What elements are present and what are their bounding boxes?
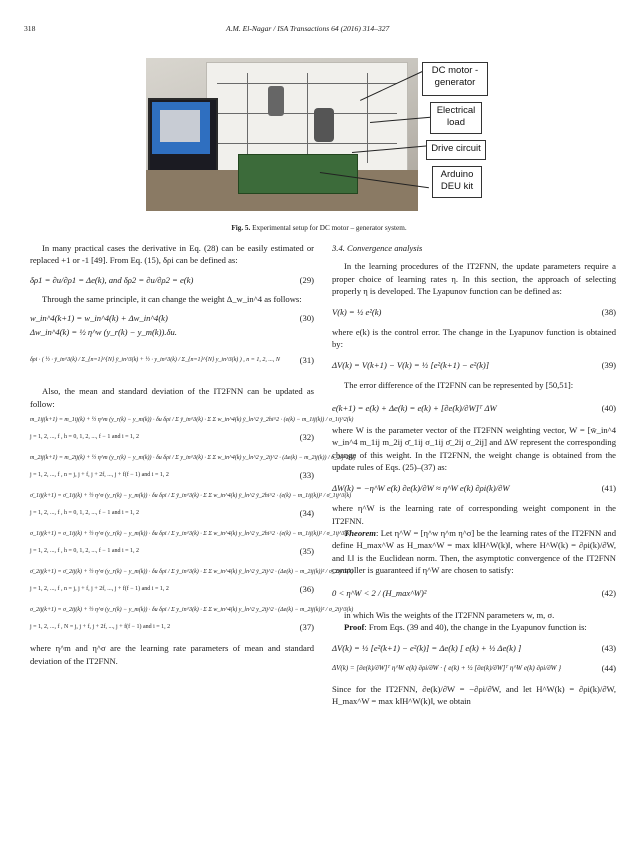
equation-37: σ_2ij(k+1) = σ_2ij(k) + ½ η^σ (y_r(k) − y_m(k)) · δu δρi / Σ y_in^3(k) · Σ Σ w_in^4(k) y_ln^2 y_2ij^2 · (Δe(k) − m_2ij(k))² / σ_2ij^3(k) xyxy=(30,607,354,614)
equation-35-conditions: j = 1, 2, ..., f , h = 0, 1, 2, ..., f − 1 and i = 1, 2 (35) xyxy=(30,546,314,557)
page-number: 318 xyxy=(24,24,36,33)
equation-40: e(k+1) = e(k) + Δe(k) = e(k) + [∂e(k)/∂W]ᵀ ΔW (40) xyxy=(332,402,616,413)
equation-30: w_in^4(k+1) = w_in^4(k) + Δw_in^4(k) (30) xyxy=(30,312,314,323)
theorem-paragraph: Theorem: Let η^W = [η^w η^m η^σ] be the learning rates of the IT2FNN and define H_max^W as H_max^W = max k‖H^W(k)‖, where H^W(k) = ∂ρi(k)/∂W, and ‖.‖ is the Euclidean norm. Then, the asymptotic convergence of the IT2FNN controller is guaranteed if η^W are chosen to satisfy: xyxy=(332,527,616,576)
callout-drive-circuit: Drive circuit xyxy=(426,140,486,160)
section-heading: 3.4. Convergence analysis xyxy=(332,243,423,253)
equation-43: ΔV(k) = ½ [e²(k+1) − e²(k)] = Δe(k) [ e(k) + ½ Δe(k) ] (43) xyxy=(332,642,616,653)
right-paragraph-3: The error difference of the IT2FNN can be represented by [50,51]: xyxy=(344,380,574,391)
theorem-label: Theorem xyxy=(344,527,376,538)
equation-34: σ̄_1ij(k+1) = σ̄_1ij(k) + ½ η^σ (y_r(k) − y_m(k)) · δu δρi / Σ ȳ_in^3(k) · Σ Σ w_in^4(k) ȳ_ln^2 ȳ_2hi^2 · (e(k) − m_1ij(k))² / σ̄_1ij^3(k) xyxy=(30,493,352,500)
equation-30-update: Δw_in^4(k) = ½ η^w (y_r(k) − y_m(k)).δu. xyxy=(30,327,177,338)
generator-shape xyxy=(314,108,334,142)
equation-36: σ̄_2ij(k+1) = σ̄_2ij(k) + ½ η^σ (y_r(k) − y_m(k)) · δu δρi / Σ ȳ_in^3(k) · Σ Σ w_in^4(k) ȳ_ln^2 ȳ_2ij^2 · (Δe(k) − m_2ij(k))² / σ̄_2ij^3(k) xyxy=(30,569,354,576)
left-paragraph-4: where η^m and η^σ are the learning rate parameters of mean and standard deviation of the IT2FNN. xyxy=(30,643,314,666)
left-paragraph-3: Also, the mean and standard deviation of the IT2FNN can be updated as follow: xyxy=(30,386,314,409)
right-column xyxy=(332,242,616,707)
right-paragraph-7: Since for the IT2FNN, ∂e(k)/∂W = −∂ρi/∂W, and let H^W(k) = ∂ρi(k)/∂W, H_max^W = max k‖H^W(k)‖, we obtain xyxy=(332,683,616,706)
callout-dc-motor-generator: DC motor - generator xyxy=(422,62,488,96)
journal-citation: A.M. El-Nagar / ISA Transactions 64 (2016) 314–327 xyxy=(226,24,390,33)
proof-paragraph: Proof: From Eqs. (39 and 40), the change in the Lyapunov function is: xyxy=(344,622,587,633)
equation-29: δρ1 = ∂u/∂ρ1 = Δe(k), and δρ2 = ∂u/∂ρ2 = e(k) (29) xyxy=(30,274,314,285)
equation-44: ΔV(k) = [∂e(k)/∂W]ᵀ η^W e(k) ∂ρi/∂W · { e(k) + ½ [∂e(k)/∂W]ᵀ η^W e(k) ∂ρi/∂W } (44) xyxy=(332,663,616,674)
equation-39: ΔV(k) = V(k+1) − V(k) = ½ [e²(k+1) − e²(k)] (39) xyxy=(332,359,616,370)
equation-41: ΔW(k) = −η^W e(k) ∂e(k)/∂W ≈ η^W e(k) ∂ρi(k)/∂W (41) xyxy=(332,482,616,493)
running-header xyxy=(0,24,638,38)
left-paragraph-2: Through the same principle, it can change the weight Δ_w_in^4 as follows: xyxy=(42,294,302,305)
figure-label: Fig. 5. xyxy=(231,224,251,232)
callout-electrical-load: Electrical load xyxy=(430,102,482,134)
callout-arduino-deu-kit: Arduino DEU kit xyxy=(432,166,482,198)
equation-32-conditions: j = 1, 2, ..., f , h = 0, 1, 2, ..., f − 1 and i = 1, 2 (32) xyxy=(30,432,314,443)
right-paragraph-1: In the learning procedures of the IT2FNN, the update parameters require a proper choice of learning rates η. In this section, the approach of selecting properly η is developed. The Lyapunov function can be defined as: xyxy=(332,261,616,297)
equation-35: σ_1ij(k+1) = σ_1ij(k) + ½ η^σ (y_r(k) − y_m(k)) · δu δρi / Σ y_in^3(k) · Σ Σ w_in^4(k) y_ln^2 y_2hi^2 · (e(k) − m_1ij(k))² / σ_1ij^3(k) xyxy=(30,531,352,538)
equation-34-conditions: j = 1, 2, ..., f , h = 0, 1, 2, ..., f − 1 and i = 1, 2 (34) xyxy=(30,508,314,519)
right-paragraph-2: where e(k) is the control error. The change in the Lyapunov function is obtained by: xyxy=(332,327,616,350)
left-paragraph-1: In many practical cases the derivative in Eq. (28) can be easily estimated or replaced +1 or -1 [49]. From Eq. (15), δρi can be defined as: xyxy=(30,243,314,266)
right-paragraph-4: where W is the parameter vector of the IT2FNN weighting vector, W = [w̄_in^4 w_in^4 m_1ij m_2ij σ̄_1ij σ_1ij σ̄_2ij σ_2ij] and ΔW represent the corresponding change of this weight. In the IT2FNN, the weight change is obtained from the update rules of Eqs. (25)–(37) as: xyxy=(332,425,616,473)
figure-caption-text: Experimental setup for DC motor – generator system. xyxy=(252,224,407,232)
figure-caption xyxy=(0,224,638,232)
right-paragraph-5: where η^W is the learning rate of corresponding weight component in the IT2FNN. xyxy=(332,503,616,526)
equation-31: δρi · ( ½ · ȳ_in^3(k) / Σ_{n=1}^{N} ȳ_in^3(k) + ½ · y_in^3(k) / Σ_{n=1}^{N} y_in^3(k) ) , n = 1, 2, ..., N (31) xyxy=(30,355,314,366)
motor-shape xyxy=(268,86,284,116)
proof-label: Proof xyxy=(344,622,365,633)
experimental-setup-photo xyxy=(146,58,418,211)
equation-33: m_2ij(k+1) = m_2ij(k) + ½ η^m (y_r(k) − y_m(k)) · δu δρi / Σ y_in^3(k) · Σ Σ w_in^4(k) y_ln^2 y_2ij^2 · (Δe(k) − m_2ij(k)) / σ_2ij^2(k) xyxy=(30,455,356,462)
equation-32: m_1ij(k+1) = m_1ij(k) + ½ η^m (y_r(k) − y_m(k)) · δu δρi / Σ ȳ_in^3(k) · Σ Σ w_in^4(k) ȳ_ln^2 ȳ_2hi^2 · (e(k) − m_1ij(k)) / σ_1ij^2(k) xyxy=(30,417,354,424)
equation-33-conditions: j = 1, 2, ..., f , n = j, j + f, j + 2f, ..., j + f(f − 1) and i = 1, 2 (33) xyxy=(30,470,314,481)
equation-42: 0 < η^W < 2 / (H_max^W)² (42) xyxy=(332,587,616,598)
right-paragraph-6: in which Wis the weights of the IT2FNN parameters w, m, σ. xyxy=(344,609,555,620)
equation-37-conditions: j = 1, 2, ..., f , N = j, j + f, j + 2f, ..., j + f(f − 1) and i = 1, 2 (37) xyxy=(30,622,314,633)
equation-36-conditions: j = 1, 2, ..., f , n = j, j + f, j + 2f, ..., j + f(f − 1) and i = 1, 2 (36) xyxy=(30,584,314,595)
equation-38: V(k) = ½ e²(k) (38) xyxy=(332,306,616,317)
screen-window xyxy=(160,110,200,142)
